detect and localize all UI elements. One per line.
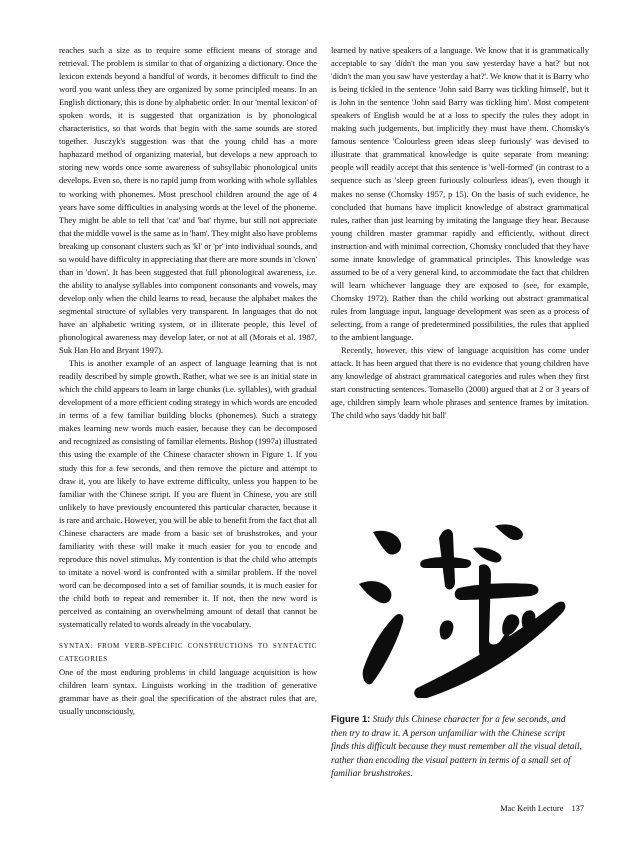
brushstroke [495, 524, 523, 540]
body-paragraph: One of the most enduring problems in child language acquisition is how children learn syntax. Linguists working in the tradition of generative grammar have as their goal the specification of the abstract rules that are, usually unconsciously, [59, 667, 317, 717]
body-paragraph: reaches such a size as to require some efficient means of storage and retrieval. The problem is similar to that of organizing a dictionary. Once the lexicon extends beyond a handful of words, it becomes difficult to find the word you want unless they are organized by some principled means. In an English dictionary, this is done by alphabetic order. In our 'mental lexicon' of spoken words, it is suggested that organization is by phonological characteristics, so that words that begin with the same sounds are stored together. Jusczyk's suggestion was that the young child has a more haphazard method of organizing material, but develops a new approach to storing new words once some awareness of subsyllabic phonological units develops. Even so, there is no rapid jump from working with whole syllables to working with phonemes. Most preschool children around the age of 4 years have some difficulties in analysing words at the level of the phoneme. They might be able to tell that 'cat' and 'bat' rhyme, but still not appreciate that the middle vowel is the same as in 'ham'. They might also have problems breaking up consonant clusters such as 'kl' or 'pr' into individual sounds, and so would have difficulty in appreciating that there are more sounds in 'clown' than in 'down'. It has been suggested that full phonological awareness, i.e. the ability to analyse syllables into component consonants and vowels, may develop only when the child learns to read, because the alphabet makes the segmental structure of syllables very transparent. In languages that do not have an alphabetic writing system, or in illiterate people, this level of phonological awareness may develop later, or not at all (Morais et al. 1987, Suk Han Ho and Bryant 1997). [59, 45, 317, 356]
page-number: 137 [571, 804, 584, 813]
brushstroke [363, 614, 404, 684]
section-heading: SYNTAX: FROM VERB-SPECIFIC CONSTRUCTIONS TO SYNTACTIC CATEGORIES [59, 642, 317, 664]
chinese-character-figure [355, 520, 583, 698]
running-title: Mac Keith Lecture [500, 804, 564, 813]
right-column [331, 44, 589, 422]
figure-caption [331, 713, 583, 782]
body-paragraph: This is another example of an aspect of language learning that is not readily described by simple growth. Rather, what we see is an initial state in which the child appears to learn in large chunks (i.e. syllables), with gradual development of a more efficient coding strategy in which words are encoded in terms of a few familiar building blocks (phonemes). Such a strategy makes learning new words much easier, because they can be decomposed and recognized as consisting of familiar elements. Bishop (1997a) illustrated this using the example of the Chinese character shown in Figure 1. If you study this for a few seconds, and then remove the picture and attempt to draw it, you are likely to have extreme difficulty, unless you happen to be familiar with the Chinese script. If you are fluent in Chinese, you are still unlikely to have previously encountered this particular character, because it is rare and archaic. However, you will be able to benefit from the fact that all Chinese characters are made from a basic set of brushstrokes, and your familiarity with these will make it much easier for you to encode and reproduce this novel stimulus. My contention is that the child who attempts to imitate a novel word is confronted with a similar problem. If the novel word can be decomposed into a set of familiar sounds, it is much easier for the child both to repeat and remember it. If not, then the new word is perceived as containing an overwhelming amount of detail that cannot be systematically related to words already in the vocabulary. [59, 358, 317, 630]
brushstroke [455, 583, 539, 600]
left-column [59, 44, 317, 718]
brushstroke [373, 531, 401, 555]
brushstroke [420, 557, 471, 568]
body-paragraph: Recently, however, this view of language acquisition has come under attack. It has been argued that there is no evidence that young children have any knowledge of abstract grammatical categories and rules when they first start constructing sentences. Tomasello (2000) argued that at 2 or 3 years of age, children simply learn whole phrases and sentence frames by imitation. The child who says 'daddy hit ball' [331, 345, 589, 421]
brushstroke [414, 602, 565, 698]
brushstroke [440, 620, 454, 639]
figure-caption-text: Study this Chinese character for a few seconds, and then try to draw it. A person unfamiliar with the Chinese script finds this difficult because they must remember all the visual detail, rather than encoding the visual pattern in terms of a small set of familiar brushstrokes. [331, 715, 582, 780]
brushstroke [359, 581, 391, 603]
page-footer [500, 804, 584, 813]
body-paragraph: learned by native speakers of a language. We know that it is grammatically acceptable to say 'didn't the man you saw yesterday have a hat?' but not 'didn't the man you saw have yesterday a hat?'. We know that it is Barry who is being tickled in the sentence 'John said Barry was tickling himself', but it is John in the sentence 'John said Barry was tickling him'. Most competent speakers of English would be at a loss to specify the rules they adopt in making such judgements, but implicitly they must have them. Chomsky's famous sentence 'Colourless green ideas sleep furiously' was devised to illustrate that grammatical knowledge is quite separate from meaning: people will readily accept that this sentence is 'well-formed' (in contrast to a sequence such as 'sleep green furiously colourless ideas'), even though it makes no sense (Chomsky 1957, p 15). On the basis of such evidence, he concluded that humans have implicit knowledge of abstract grammatical rules, rather than just learning by imitating the language they hear. Because young children master grammar rapidly and efficiently, without direct instruction and with minimal correction, Chomsky concluded that they have some innate knowledge of grammatical principles. This knowledge was assumed to be of a very general kind, to accommodate the fact that children will learn whichever language they are exposed to (see, for example, Chomsky 1972). Rather than the child working out abstract grammatical rules from language input, language development was seen as a process of selecting, from a range of predetermined possibilities, the rules that applied to the ambient language. [331, 45, 589, 343]
brushstroke [473, 547, 502, 562]
figure-label: Figure 1: [331, 714, 371, 724]
chinese-character-image [355, 520, 583, 698]
